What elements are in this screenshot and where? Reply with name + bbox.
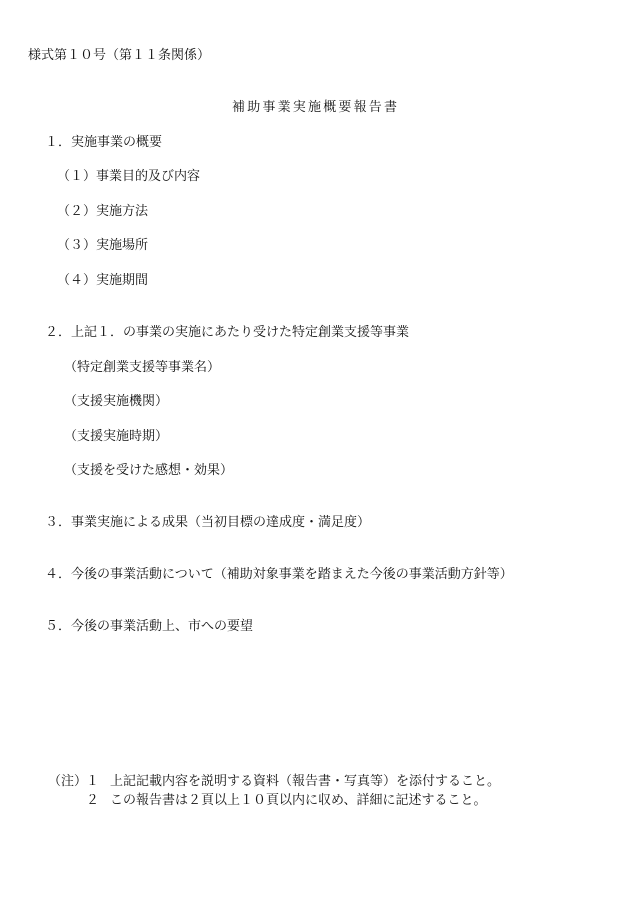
section-1-item-4-number: （４） xyxy=(57,273,97,288)
document-title: 補助事業実施概要報告書 xyxy=(232,100,400,115)
note-2-number: ２ xyxy=(86,793,100,808)
form-number: 様式第１０号（第１１条関係） xyxy=(28,48,211,63)
section-2-item-1: （特定創業支援等事業名） xyxy=(64,360,221,375)
section-2-heading: ２．上記１．の事業の実施にあたり受けた特定創業支援等事業 xyxy=(45,325,410,340)
section-2-item-3: （支援実施時期） xyxy=(64,429,169,444)
section-1-item-1-number: （１） xyxy=(57,169,97,184)
notes-prefix: （注） xyxy=(48,774,88,789)
section-4-heading: ４．今後の事業活動について（補助対象事業を踏まえた今後の事業活動方針等） xyxy=(45,567,513,582)
section-3-heading: ３．事業実施による成果（当初目標の達成度・満足度） xyxy=(45,515,371,530)
section-1-item-2-label: 実施方法 xyxy=(96,204,149,219)
note-2-text: この報告書は２頁以上１０頁以内に収め、詳細に記述すること。 xyxy=(110,793,487,808)
section-2-item-2: （支援実施機関） xyxy=(64,394,169,409)
section-5-heading: ５．今後の事業活動上、市への要望 xyxy=(45,619,254,634)
section-1-item-1-label: 事業目的及び内容 xyxy=(96,169,201,184)
section-1-heading: １．実施事業の概要 xyxy=(45,135,163,150)
section-1-item-4-label: 実施期間 xyxy=(96,273,149,288)
note-1-text: 上記記載内容を説明する資料（報告書・写真等）を添付すること。 xyxy=(110,774,501,789)
note-1-number: １ xyxy=(86,774,100,789)
section-1-item-2-number: （２） xyxy=(57,204,97,219)
section-1-item-3-number: （３） xyxy=(57,238,97,253)
section-1-item-3-label: 実施場所 xyxy=(96,238,149,253)
section-2-item-4: （支援を受けた感想・効果） xyxy=(64,463,234,478)
